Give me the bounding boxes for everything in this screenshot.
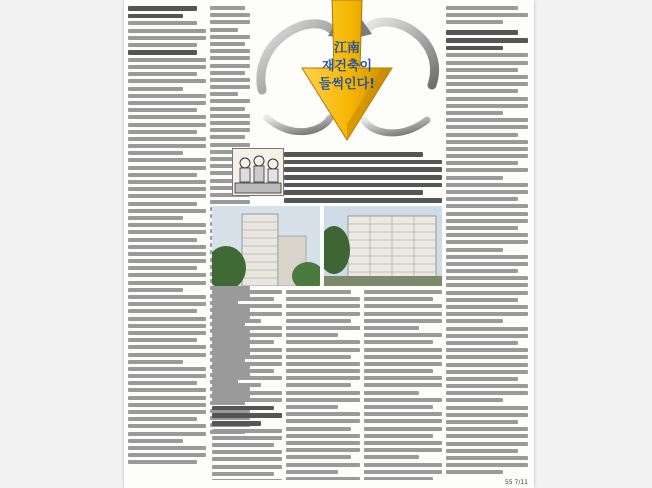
lower-column-3 [364, 290, 442, 480]
page-number [505, 479, 528, 486]
cartoon-people-icon [233, 149, 283, 195]
magazine-page [124, 0, 534, 488]
lower-column-2 [286, 290, 360, 480]
headline-line-1: 江南 [333, 41, 361, 56]
apartment-photo-left [212, 206, 320, 286]
down-arrow-swirl-icon [252, 0, 442, 148]
left-column-text [128, 6, 206, 484]
headline-line-3: 들썩인다! [318, 77, 376, 92]
lower-column-1 [212, 290, 282, 480]
hero-illustration [252, 0, 534, 148]
lead-paragraph [284, 152, 442, 204]
headline-line-2: 재건축이 [321, 59, 373, 74]
page-number-suffix: 7/11 [514, 479, 528, 486]
apartment-photo-right [324, 206, 442, 286]
cartoon-illustration [232, 148, 284, 196]
page-number-value: 55 [504, 479, 513, 486]
